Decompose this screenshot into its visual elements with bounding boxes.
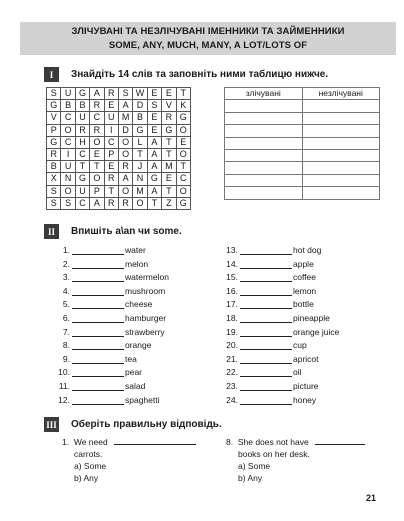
grid-cell[interactable]: A — [147, 161, 161, 173]
question-1 — [62, 436, 196, 484]
grid-cell[interactable]: D — [133, 100, 147, 112]
grid-cell[interactable]: U — [75, 185, 89, 197]
answer-blank[interactable] — [72, 381, 124, 391]
table-row — [225, 162, 380, 174]
countable-cell[interactable] — [225, 174, 303, 186]
grid-cell[interactable]: C — [61, 136, 75, 148]
grid-cell[interactable]: O — [61, 185, 75, 197]
answer-blank[interactable] — [72, 354, 124, 364]
countable-cell[interactable] — [225, 162, 303, 174]
exercise-item — [224, 258, 314, 269]
answer-blank[interactable] — [72, 299, 124, 309]
table-row — [225, 125, 380, 137]
grid-cell[interactable]: R — [118, 197, 132, 209]
item-word: coffee — [293, 272, 317, 283]
exercise-item — [56, 326, 165, 337]
item-word: apricot — [293, 353, 319, 364]
grid-cell[interactable]: O — [118, 136, 132, 148]
grid-cell[interactable]: G — [47, 136, 61, 148]
grid-row — [47, 197, 191, 209]
grid-cell[interactable]: H — [75, 136, 89, 148]
item-word: watermelon — [125, 272, 169, 283]
answer-blank[interactable] — [240, 272, 292, 282]
grid-cell[interactable]: R — [47, 148, 61, 160]
grid-cell[interactable]: V — [47, 112, 61, 124]
uncountable-cell[interactable] — [302, 112, 380, 124]
grid-cell[interactable]: U — [75, 112, 89, 124]
grid-cell[interactable]: E — [147, 88, 161, 100]
question-8-number: 8. — [226, 437, 234, 447]
grid-cell[interactable]: U — [61, 88, 75, 100]
uncountable-cell[interactable] — [302, 149, 380, 161]
grid-cell[interactable]: G — [133, 124, 147, 136]
uncountable-cell[interactable] — [302, 174, 380, 186]
exercise-item — [224, 298, 314, 309]
grid-cell[interactable]: E — [176, 136, 190, 148]
grid-cell[interactable]: G — [147, 173, 161, 185]
exercise-item — [224, 244, 321, 255]
grid-cell[interactable]: O — [61, 124, 75, 136]
grid-cell[interactable]: M — [118, 112, 132, 124]
grid-cell[interactable]: R — [118, 161, 132, 173]
grid-cell[interactable]: T — [162, 185, 176, 197]
grid-cell[interactable]: O — [118, 185, 132, 197]
exercise-item — [224, 366, 302, 377]
grid-cell[interactable]: G — [176, 197, 190, 209]
answer-blank[interactable] — [72, 286, 124, 296]
item-word: cheese — [125, 299, 153, 310]
grid-cell[interactable]: T — [176, 161, 190, 173]
question-1-option-b[interactable]: b) Any — [74, 473, 99, 483]
answer-blank[interactable] — [240, 245, 292, 255]
grid-cell[interactable]: S — [47, 197, 61, 209]
grid-cell[interactable]: Z — [162, 197, 176, 209]
grid-cell[interactable]: O — [176, 185, 190, 197]
grid-cell[interactable]: P — [104, 148, 118, 160]
answer-blank[interactable] — [72, 395, 124, 405]
item-word: orange juice — [293, 326, 340, 337]
question-1-option-a[interactable]: a) Some — [74, 461, 107, 471]
grid-row — [47, 88, 191, 100]
grid-cell[interactable]: T — [90, 161, 104, 173]
item-word: water — [125, 245, 146, 255]
answer-blank[interactable] — [114, 436, 196, 445]
question-8-text-a: She does not have — [237, 437, 309, 447]
section-2-title: Впишіть a\an чи some. — [71, 226, 182, 237]
uncountable-cell[interactable] — [302, 125, 380, 137]
item-number: 21. — [226, 353, 238, 364]
grid-cell[interactable]: I — [61, 148, 75, 160]
item-number: 23. — [226, 381, 238, 391]
grid-cell[interactable]: T — [162, 148, 176, 160]
page-header — [20, 22, 396, 55]
section-2-badge: II — [44, 224, 59, 239]
grid-cell[interactable]: P — [47, 124, 61, 136]
grid-cell[interactable]: O — [90, 173, 104, 185]
exercise-item — [56, 271, 169, 282]
grid-cell[interactable]: V — [162, 100, 176, 112]
grid-cell[interactable]: E — [147, 124, 161, 136]
item-number: 7. — [62, 326, 70, 337]
grid-cell[interactable]: B — [61, 100, 75, 112]
grid-cell[interactable]: N — [61, 173, 75, 185]
answer-blank[interactable] — [72, 367, 124, 377]
grid-cell[interactable]: B — [47, 161, 61, 173]
grid-cell[interactable]: T — [162, 136, 176, 148]
uncountable-cell[interactable] — [302, 162, 380, 174]
section-3-title: Оберіть правильну відповідь. — [71, 419, 222, 430]
item-number: 15. — [226, 272, 238, 283]
exercise-item — [56, 380, 145, 391]
grid-cell[interactable]: G — [162, 124, 176, 136]
answer-blank[interactable] — [72, 259, 124, 269]
item-word: mushroom — [125, 285, 166, 296]
grid-row — [47, 124, 191, 136]
grid-cell[interactable]: A — [147, 136, 161, 148]
item-number: 12. — [58, 394, 70, 405]
section-2-heading — [44, 224, 182, 239]
grid-cell[interactable]: A — [147, 148, 161, 160]
grid-cell[interactable]: W — [133, 88, 147, 100]
grid-cell[interactable]: O — [176, 148, 190, 160]
exercise-item — [56, 312, 166, 323]
answer-blank[interactable] — [240, 313, 292, 323]
answer-blank[interactable] — [72, 272, 124, 282]
answer-blank[interactable] — [240, 367, 292, 377]
section-1-badge: I — [44, 67, 59, 82]
exercise-item — [224, 312, 330, 323]
item-number: 20. — [226, 340, 238, 351]
word-search-grid — [46, 87, 191, 210]
grid-cell[interactable]: P — [90, 185, 104, 197]
section-3-badge: III — [44, 417, 59, 432]
grid-cell[interactable]: G — [176, 112, 190, 124]
answer-blank[interactable] — [315, 436, 365, 445]
exercise-item — [56, 353, 137, 364]
grid-cell[interactable]: U — [61, 161, 75, 173]
item-word: honey — [293, 394, 317, 405]
exercise-item — [56, 366, 142, 377]
table-row — [225, 187, 380, 199]
grid-cell[interactable]: G — [75, 88, 89, 100]
grid-cell[interactable]: T — [133, 148, 147, 160]
item-word: hamburger — [125, 313, 167, 323]
grid-row — [47, 185, 191, 197]
countable-cell[interactable] — [225, 112, 303, 124]
grid-cell[interactable]: N — [133, 173, 147, 185]
item-word: cup — [293, 340, 307, 351]
exercise-item — [224, 339, 307, 350]
grid-cell[interactable]: T — [176, 88, 190, 100]
exercise-item — [224, 326, 339, 337]
grid-cell[interactable]: E — [162, 173, 176, 185]
countable-header: злічувані — [225, 88, 303, 100]
item-word: pear — [125, 367, 143, 378]
item-number: 22. — [226, 367, 238, 378]
exercise-item — [224, 271, 316, 282]
item-word: lemon — [293, 285, 317, 296]
grid-cell[interactable]: R — [162, 112, 176, 124]
answer-blank[interactable] — [240, 395, 292, 405]
item-number: 11. — [58, 381, 70, 391]
grid-cell[interactable]: S — [147, 100, 161, 112]
exercise-item — [56, 298, 152, 309]
exercise-item — [56, 258, 148, 269]
answer-blank[interactable] — [72, 340, 124, 350]
grid-cell[interactable]: B — [75, 100, 89, 112]
grid-cell[interactable]: C — [75, 197, 89, 209]
question-1-text-a: We need — [73, 437, 108, 447]
header-title-line2: SOME, ANY, MUCH, MANY, A LOT/LOTS OF — [108, 40, 308, 51]
grid-cell[interactable]: E — [90, 148, 104, 160]
uncountable-cell[interactable] — [302, 137, 380, 149]
answer-blank[interactable] — [240, 259, 292, 269]
item-number: 13. — [226, 245, 238, 255]
grid-cell[interactable]: R — [90, 100, 104, 112]
answer-blank[interactable] — [240, 340, 292, 350]
answer-blank[interactable] — [240, 299, 292, 309]
answer-blank[interactable] — [240, 354, 292, 364]
grid-cell[interactable]: C — [61, 112, 75, 124]
grid-cell[interactable]: I — [104, 124, 118, 136]
answer-blank[interactable] — [240, 286, 292, 296]
uncountable-cell[interactable] — [302, 100, 380, 112]
question-8 — [226, 436, 365, 484]
item-number: 5. — [62, 299, 70, 310]
grid-cell[interactable]: K — [176, 100, 190, 112]
grid-cell[interactable]: A — [90, 197, 104, 209]
grid-cell[interactable]: M — [133, 185, 147, 197]
answer-blank[interactable] — [72, 327, 124, 337]
grid-cell[interactable]: R — [104, 197, 118, 209]
grid-cell[interactable]: X — [47, 173, 61, 185]
question-8-option-a[interactable]: a) Some — [238, 461, 271, 471]
uncountable-cell[interactable] — [302, 187, 380, 199]
item-number: 6. — [62, 313, 70, 323]
countable-uncountable-table — [224, 87, 380, 200]
item-number: 2. — [62, 258, 70, 269]
uncountable-header: незлічувані — [302, 88, 380, 100]
answer-blank[interactable] — [72, 245, 124, 255]
countable-cell[interactable] — [225, 100, 303, 112]
grid-cell[interactable]: B — [133, 112, 147, 124]
countable-cell[interactable] — [225, 149, 303, 161]
exercise-item — [56, 339, 151, 350]
question-8-option-b[interactable]: b) Any — [238, 473, 263, 483]
exercise-item — [56, 394, 160, 405]
exercise-item — [56, 244, 146, 255]
grid-cell[interactable]: A — [118, 100, 132, 112]
item-number: 18. — [226, 313, 238, 323]
item-number: 1. — [62, 245, 70, 255]
answer-blank[interactable] — [72, 313, 124, 323]
question-1-number: 1. — [62, 437, 70, 447]
item-number: 19. — [226, 326, 238, 337]
grid-cell[interactable]: E — [147, 112, 161, 124]
item-number: 9. — [62, 353, 70, 364]
grid-row — [47, 161, 191, 173]
grid-cell[interactable]: S — [47, 185, 61, 197]
section-1-title: Знайдіть 14 слів та заповніть ними таблицю нижче. — [71, 69, 329, 80]
question-8-text-b: books on her desk. — [238, 449, 310, 459]
item-word: pineapple — [293, 313, 330, 323]
item-word: salad — [125, 381, 146, 391]
item-word: spaghetti — [125, 394, 160, 405]
grid-cell[interactable]: S — [61, 197, 75, 209]
grid-cell[interactable]: R — [104, 173, 118, 185]
grid-row — [47, 136, 191, 148]
table-row — [225, 100, 380, 112]
item-number: 8. — [62, 340, 70, 351]
item-word: hot dog — [293, 245, 322, 255]
countable-cell[interactable] — [225, 125, 303, 137]
item-word: oil — [293, 367, 302, 378]
grid-cell[interactable]: D — [118, 124, 132, 136]
header-title-line1: ЗЛІЧУВАНІ ТА НЕЗЛІЧУВАНІ ІМЕННИКИ ТА ЗАЙМЕННИКИ — [71, 26, 345, 37]
grid-cell[interactable]: R — [104, 88, 118, 100]
grid-cell[interactable]: S — [118, 88, 132, 100]
grid-cell[interactable]: R — [75, 124, 89, 136]
grid-cell[interactable]: E — [104, 161, 118, 173]
item-number: 24. — [226, 394, 238, 405]
grid-cell[interactable]: A — [118, 173, 132, 185]
grid-cell[interactable]: C — [176, 173, 190, 185]
grid-cell[interactable]: J — [133, 161, 147, 173]
grid-cell[interactable]: R — [90, 124, 104, 136]
table-row — [225, 112, 380, 124]
grid-cell[interactable]: E — [104, 100, 118, 112]
table-row — [225, 137, 380, 149]
exercise-item — [56, 285, 165, 296]
table-row — [225, 174, 380, 186]
grid-cell[interactable]: O — [90, 136, 104, 148]
grid-cell[interactable]: O — [118, 148, 132, 160]
item-word: picture — [293, 381, 319, 391]
exercise-item — [224, 394, 316, 405]
grid-cell[interactable]: A — [90, 88, 104, 100]
item-number: 17. — [226, 299, 238, 310]
grid-cell[interactable]: O — [176, 124, 190, 136]
table-row — [225, 149, 380, 161]
grid-cell[interactable]: G — [47, 100, 61, 112]
section-1-heading — [44, 67, 328, 82]
grid-row — [47, 148, 191, 160]
countable-cell[interactable] — [225, 187, 303, 199]
exercise-item — [224, 353, 319, 364]
item-word: apple — [293, 258, 314, 269]
exercise-item — [224, 380, 319, 391]
item-number: 14. — [226, 258, 238, 269]
grid-cell[interactable]: T — [147, 197, 161, 209]
answer-blank[interactable] — [240, 381, 292, 391]
grid-cell[interactable]: A — [147, 185, 161, 197]
section-3-heading — [44, 417, 222, 432]
grid-cell[interactable]: U — [104, 112, 118, 124]
item-word: bottle — [293, 299, 314, 310]
grid-row — [47, 173, 191, 185]
item-number: 4. — [62, 285, 70, 296]
item-word: melon — [125, 258, 149, 269]
item-number: 3. — [62, 272, 70, 283]
item-word: tea — [125, 353, 137, 364]
item-number: 10. — [58, 367, 70, 378]
grid-cell[interactable]: S — [47, 88, 61, 100]
item-number: 16. — [226, 285, 238, 296]
grid-row — [47, 100, 191, 112]
item-word: strawberry — [125, 326, 165, 337]
grid-cell[interactable]: C — [75, 148, 89, 160]
countable-cell[interactable] — [225, 137, 303, 149]
page-number: 21 — [365, 493, 376, 503]
grid-cell[interactable]: L — [133, 136, 147, 148]
grid-cell[interactable]: E — [162, 88, 176, 100]
exercise-item — [224, 285, 316, 296]
grid-cell[interactable]: C — [104, 136, 118, 148]
question-1-text-b: carrots. — [74, 449, 103, 459]
grid-cell[interactable]: C — [90, 112, 104, 124]
grid-cell[interactable]: G — [75, 173, 89, 185]
grid-cell[interactable]: T — [75, 161, 89, 173]
grid-cell[interactable]: T — [104, 185, 118, 197]
answer-blank[interactable] — [240, 327, 292, 337]
grid-cell[interactable]: O — [133, 197, 147, 209]
grid-cell[interactable]: M — [162, 161, 176, 173]
item-word: orange — [125, 340, 152, 351]
grid-row — [47, 112, 191, 124]
